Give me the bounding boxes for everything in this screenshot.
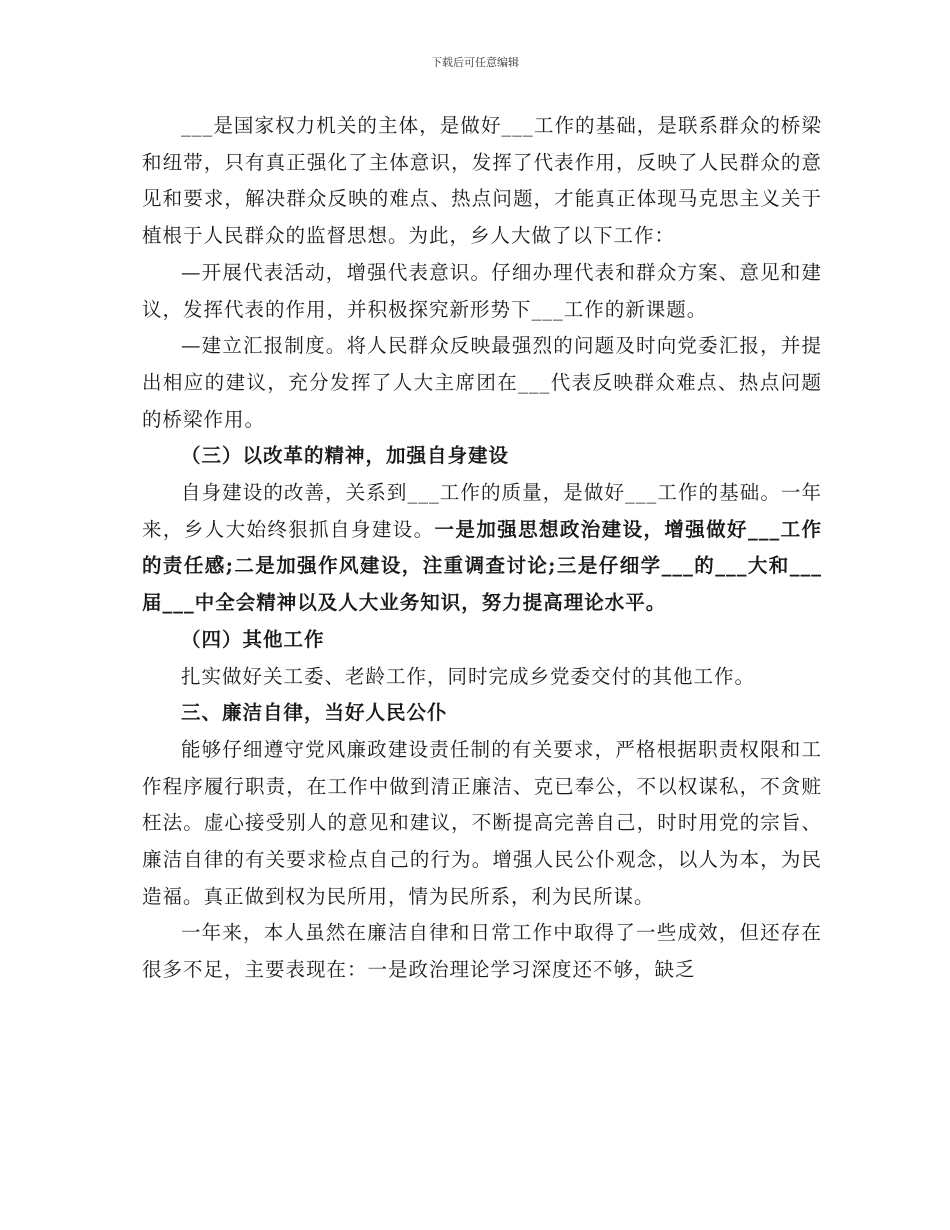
section-heading-integrity: 三、廉洁自律，当好人民公仆 [181,701,448,725]
paragraph-shortcomings: 一年来，本人虽然在廉洁自律和日常工作中取得了一些成效，但还存在很多不足，主要表现在：一是政治理论学习深度还不够，缺乏 [142,921,822,982]
document-body [142,108,822,989]
paragraph-integrity: 能够仔细遵守党风廉政建设责任制的有关要求，严格根据职责权限和工作程序履行职责，在工作中做到清正廉洁、克已奉公，不以权谋私，不贪赃枉法。虚心接受别人的意见和建议，不断提高完善自己，时时用党的宗旨、廉洁自律的有关要求检点自己的行为。增强人民公仆观念，以人为本，为民造福。真正做到权为民所用，情为民所系，利为民所谋。 [142,737,822,908]
paragraph-other-work: 扎实做好关工委、老龄工作，同时完成乡党委交付的其他工作。 [181,664,756,688]
section-heading-self-construction: （三）以改革的精神，加强自身建设 [181,444,510,468]
paragraph-self-construction-bold: 一是加强思想政治建设，增强做好___工作的责任感;二是加强作风建设，注重调查讨论;三是仔细学___的___大和___届___中全会精神以及人大业务知识，努力提高理论水平。 [142,517,822,615]
paragraph-self-construction [142,475,822,622]
paragraph-people-congress-role: ___是国家权力机关的主体，是做好___工作的基础，是联系群众的桥梁和纽带，只有真正强化了主体意识，发挥了代表作用，反映了人民群众的意见和要求，解决群众反映的难点、热点问题，才能真正体现马克思主义关于植根于人民群众的监督思想。为此，乡人大做了以下工作： [142,114,822,248]
section-heading-other-work: （四）其他工作 [181,627,325,651]
paragraph-reporting-system: —建立汇报制度。将人民群众反映最强烈的问题及时向党委汇报，并提出相应的建议，充分发挥了人大主席团在___代表反映群众难点、热点问题的桥梁作用。 [142,334,822,431]
page-header: 下载后可任意编辑 [431,56,519,69]
paragraph-self-construction-intro: 自身建设的改善，关系到___工作的质量，是做好___工作的基础。一年来，乡人大始终狠抓自身建设。 [142,481,822,541]
paragraph-representative-activities: —开展代表活动，增强代表意识。仔细办理代表和群众方案、意见和建议，发挥代表的作用，并积极探究新形势下___工作的新课题。 [142,260,822,321]
